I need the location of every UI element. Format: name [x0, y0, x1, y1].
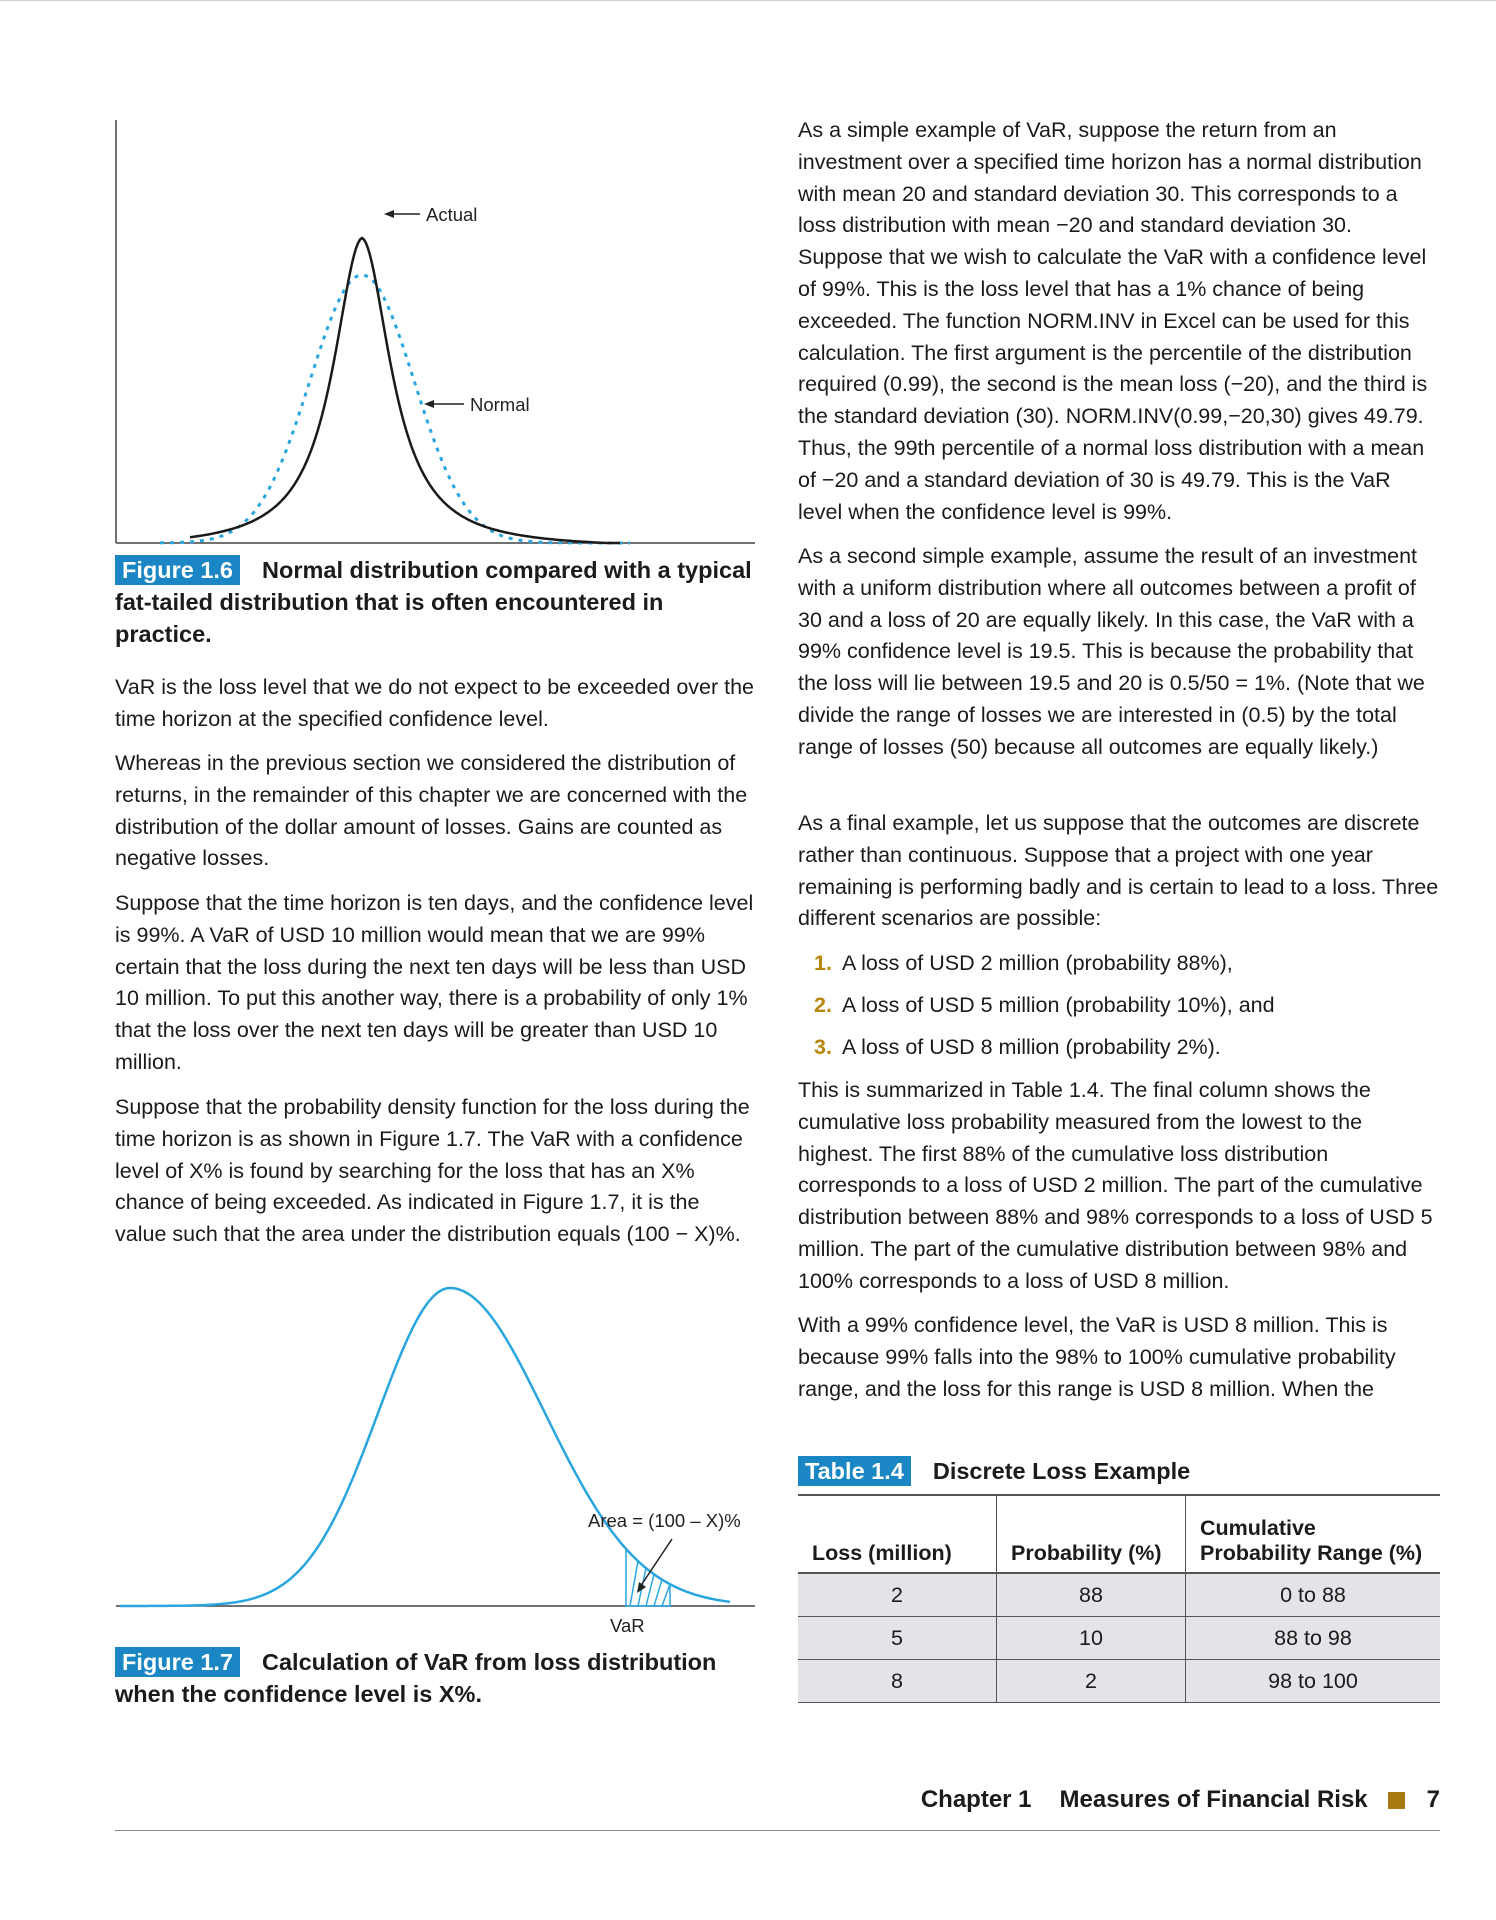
list-item: 3. A loss of USD 8 million (probability 2%).	[814, 1035, 1221, 1059]
left-paragraph-4: Suppose that the probability density function for the loss during the time horizon is as shown in Figure 1.7. The VaR with a confidence level of X% is found by searching for the loss that has an X% chance of being exceeded. As indicated in Figure 1.7, it is the value such that the area under the distribution equals (100 − X)%.	[115, 1095, 750, 1247]
figure-1-7-caption	[115, 1646, 755, 1710]
table-1-4-tag: Table 1.4	[798, 1456, 911, 1486]
label-actual: Actual	[426, 204, 478, 225]
right-paragraph-3: As a final example, let us suppose that the outcomes are discrete rather than continuous. Suppose that a project with one year remaining is performing badly and is certain to lead to a loss. Three different scenarios are possible:	[798, 811, 1439, 931]
table-cell: 2	[997, 1660, 1186, 1703]
footer-square-icon	[1388, 1792, 1405, 1809]
column-header: Loss (million)	[798, 1495, 997, 1573]
area-pointer	[640, 1539, 672, 1587]
table-1-4-title-text: Discrete Loss Example	[932, 1458, 1191, 1484]
column-header: Cumulative Probability Range (%)	[1186, 1495, 1441, 1573]
table-row	[798, 1660, 1440, 1703]
footer-chapter: Chapter 1	[920, 1786, 1032, 1813]
list-item: 2. A loss of USD 5 million (probability 10%), and	[814, 993, 1275, 1017]
figure-1-7-caption-text: Calculation of VaR from loss distribution when the confidence level is X%.	[115, 1649, 717, 1707]
footer-title: Measures of Financial Risk	[1059, 1786, 1368, 1813]
figure-1-7-chart	[110, 1265, 760, 1635]
page-footer	[921, 1786, 1440, 1814]
table-cell: 88	[997, 1573, 1186, 1617]
actual-curve	[190, 238, 620, 543]
label-var: VaR	[610, 1615, 645, 1635]
scenario-list	[798, 942, 1440, 1068]
normal-curve	[160, 275, 630, 543]
table-cell: 8	[798, 1660, 997, 1703]
figure-1-6-tag: Figure 1.6	[115, 555, 240, 585]
top-rule	[0, 0, 1496, 1]
figure-1-6-chart	[110, 115, 760, 545]
table-header-row	[798, 1495, 1440, 1573]
table-cell: 5	[798, 1617, 997, 1660]
bottom-rule	[115, 1830, 1440, 1831]
table-row	[798, 1617, 1440, 1660]
left-paragraph-2: Whereas in the previous section we considered the distribution of returns, in the remainder of this chapter we are concerned with the distribution of the dollar amount of losses. Gains are counted as negative losses.	[115, 751, 748, 871]
figure-1-6-caption	[115, 554, 755, 650]
loss-distribution-curve	[120, 1288, 730, 1606]
figure-1-6-caption-text: Normal distribution compared with a typical fat-tailed distribution that is often encountered in practice.	[115, 557, 752, 647]
table-cell: 0 to 88	[1186, 1573, 1441, 1617]
table-cell: 98 to 100	[1186, 1660, 1441, 1703]
page-number: 7	[1426, 1786, 1440, 1813]
left-paragraph-1: VaR is the loss level that we do not expect to be exceeded over the time horizon at the specified confidence level.	[115, 675, 755, 731]
label-normal: Normal	[470, 394, 530, 415]
right-paragraph-5: With a 99% confidence level, the VaR is USD 8 million. This is because 99% falls into the 98% to 100% cumulative probability range, and the loss for this range is USD 8 million. When the	[798, 1313, 1396, 1401]
column-header: Probability (%)	[997, 1495, 1186, 1573]
table-row	[798, 1573, 1440, 1617]
table-cell: 2	[798, 1573, 997, 1617]
right-paragraph-1: As a simple example of VaR, suppose the return from an investment over a specified time horizon has a normal distribution with mean 20 and standard deviation 30. This corresponds to a loss distribution with mean −20 and standard deviation 30. Suppose that we wish to calculate the VaR with a confidence level of 99%. This is the loss level that has a 1% chance of being exceeded. The function NORM.INV in Excel can be used for this calculation. The first argument is the percentile of the distribution required (0.99), the second is the mean loss (−20), and the third is the standard deviation (30). NORM.INV(0.99,−20,30) gives 49.79. Thus, the 99th percentile of a normal loss distribution with a mean of −20 and a standard deviation of 30 is 49.79. This is the VaR level when the confidence level is 99%.	[798, 118, 1428, 524]
left-paragraph-3: Suppose that the time horizon is ten days, and the confidence level is 99%. A VaR of USD 10 million would mean that we are 99% certain that the loss during the next ten days will be less than USD 10 million. To put this another way, there is a probability of only 1% that the loss over the next ten days will be greater than USD 10 million.	[115, 891, 754, 1074]
table-cell: 88 to 98	[1186, 1617, 1441, 1660]
right-paragraph-2: As a second simple example, assume the result of an investment with a uniform distribution where all outcomes between a profit of 30 and a loss of 20 are equally likely. In this case, the VaR with a 99% confidence level is 19.5. This is because the probability that the loss will lie between 19.5 and 20 is 0.5/50 = 1%. (Note that we divide the range of losses we are interested in (0.5) by the total range of losses (50) because all outcomes are equally likely.)	[798, 544, 1425, 759]
figure-1-7-tag: Figure 1.7	[115, 1647, 240, 1677]
table-1-4-title	[798, 1456, 1190, 1486]
discrete-loss-table	[798, 1494, 1440, 1703]
right-paragraph-4: This is summarized in Table 1.4. The final column shows the cumulative loss probability measured from the lowest to the highest. The first 88% of the cumulative loss distribution corresponds to a loss of USD 2 million. The part of the cumulative distribution between 88% and 98% corresponds to a loss of USD 5 million. The part of the cumulative distribution between 98% and 100% corresponds to a loss of USD 8 million.	[798, 1078, 1433, 1293]
label-area: Area = (100 – X)%	[588, 1510, 741, 1531]
table-cell: 10	[997, 1617, 1186, 1660]
list-item: 1. A loss of USD 2 million (probability 88%),	[814, 951, 1233, 975]
